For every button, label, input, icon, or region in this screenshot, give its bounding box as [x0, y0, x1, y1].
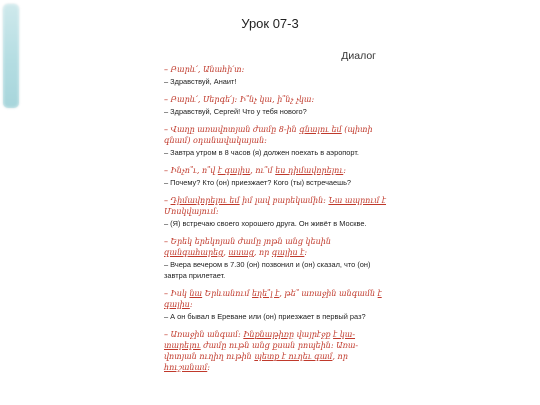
armenian-text: – Երեկ երեկոյան ժամը յոթն անց կեսին [164, 237, 331, 246]
highlighted-verb: նա [189, 289, 203, 298]
russian-translation: – Здравствуй, Сергей! Что у тебя нового? [164, 107, 307, 116]
armenian-line [164, 124, 386, 146]
dialog-entry [164, 94, 386, 117]
dialog-list [164, 64, 386, 380]
dialog-entry [164, 195, 386, 229]
armenian-text: – Ինչո՞ւ, ո՞վ [164, 166, 218, 175]
armenian-text: : [304, 248, 308, 257]
russian-translation: – Вчера вечером в 7.30 (он) позвонил и (он) сказал, что (он) завтра прилетает. [164, 260, 371, 280]
highlighted-verb: զանգահարեց [164, 248, 224, 257]
armenian-line [164, 64, 386, 75]
armenian-text: (պիտի գնամ) օդանավակայան: [164, 125, 373, 145]
dialog-entry [164, 329, 386, 373]
highlighted-verb: է գալիս [217, 166, 251, 175]
dialog-entry [164, 236, 386, 281]
armenian-text: – Իսկ [164, 289, 190, 298]
dialog-entry [164, 64, 386, 87]
russian-translation: – А он бывал в Ереване или (он) приезжает в первый раз? [164, 312, 366, 321]
armenian-text: : [189, 300, 193, 309]
armenian-text: – Վաղը առավոտյան ժամը 8-ին [164, 125, 300, 134]
armenian-line [164, 165, 386, 176]
highlighted-verb: ասաց [228, 248, 254, 257]
russian-translation: – Завтра утром в 8 часов (я) должен поехать в аэропорт. [164, 148, 359, 157]
lesson-title: Урок 07-3 [241, 16, 299, 31]
armenian-text: – Բարև՛, Անահի՛տ: [164, 65, 245, 74]
armenian-line [164, 288, 386, 310]
russian-translation: – (Я) встречаю своего хорошего друга. Он живёт в Москве. [164, 219, 367, 228]
highlighted-verb: պետք է ուղեւ գամ [254, 352, 333, 361]
highlighted-verb: Նա ապրում է [328, 196, 387, 205]
armenian-text: իմ լավ բարեկամին: [239, 196, 329, 205]
armenian-text: , ու՞մ [250, 166, 276, 175]
highlighted-verb: Դիմավորելու եմ [170, 196, 240, 205]
armenian-text: Երևանում [202, 289, 253, 298]
armenian-text: Մոսկվայում: [164, 207, 219, 216]
armenian-text: – Բարև՛, Սերգե՛յ: Ի՞նչ կա, ի՞նչ չկա: [164, 95, 315, 104]
armenian-text: , [223, 248, 229, 257]
highlighted-verb: Ինքնաթիռը [243, 330, 295, 339]
highlighted-verb: հուշանամ [164, 363, 208, 372]
armenian-text: : [207, 363, 210, 372]
highlighted-verb: եղե՞լ է [252, 289, 280, 298]
armenian-text: վայրէջք [294, 330, 334, 339]
highlighted-verb: գնալու եմ [299, 125, 342, 134]
armenian-text: – Առաջին անգամ: [164, 330, 244, 339]
armenian-text: – [164, 196, 171, 205]
highlighted-verb: է կա-տարելու [164, 330, 356, 350]
russian-translation: – Здравствуй, Анаит! [164, 77, 237, 86]
armenian-text: : [343, 166, 346, 175]
russian-translation: – Почему? Кто (он) приезжает? Кого (ты) встречаешь? [164, 178, 352, 187]
highlighted-verb: է գալիս [164, 289, 382, 309]
highlighted-verb: գալիս է [271, 248, 305, 257]
armenian-text: , որ [253, 248, 272, 257]
armenian-text: , թե՞ առաջին անգամն [279, 289, 378, 298]
dialog-entry [164, 288, 386, 322]
highlighted-verb: ես դիմավորելու [275, 166, 344, 175]
dialog-entry [164, 124, 386, 158]
section-title: Диалог [341, 50, 376, 62]
armenian-line [164, 236, 386, 258]
armenian-line [164, 195, 386, 217]
armenian-text: ժամը ութն անց քսան րոպեին: Առա-վոտյան ուղիղ ութին [164, 341, 359, 361]
armenian-line [164, 94, 386, 105]
dialog-entry [164, 165, 386, 188]
armenian-line [164, 329, 386, 373]
armenian-text: , որ [332, 352, 348, 361]
